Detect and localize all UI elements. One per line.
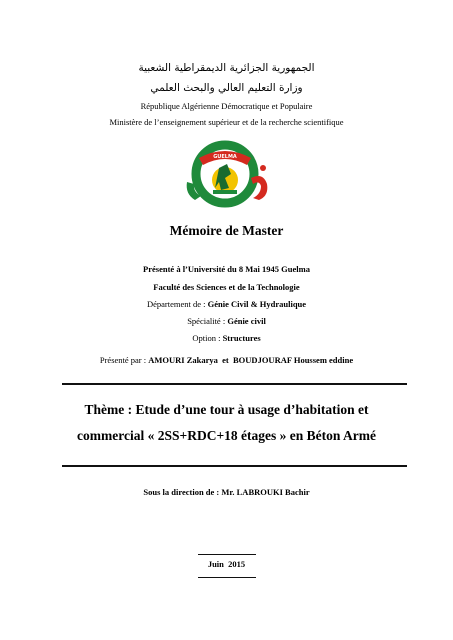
- speciality-label: Spécialité :: [187, 316, 228, 326]
- arabic-ministry-line: وزارة التعليم العالي والبحث العلمي: [150, 82, 303, 94]
- option-label: Option :: [192, 333, 223, 343]
- supervisor-line: Sous la direction de : Mr. LABROUKI Bachir: [143, 487, 310, 497]
- presented-by-line: [0, 355, 453, 365]
- date: Juin 2015: [207, 559, 246, 569]
- presented-by-label: Présenté par :: [99, 355, 149, 365]
- republic-line: République Algérienne Démocratique et Populaire: [140, 101, 313, 111]
- option-line: [0, 333, 453, 343]
- theme-line-2: commercial « 2SS+RDC+18 étages » en Béton Armé: [77, 428, 376, 443]
- option-value: Structures: [222, 333, 261, 343]
- university-logo: [181, 138, 276, 218]
- svg-text:GUELMA: GUELMA: [213, 154, 237, 160]
- ministry-line: Ministère de l’enseignement supérieur et de la recherche scientifique: [109, 117, 344, 127]
- department-value: Génie Civil & Hydraulique: [207, 299, 307, 309]
- top-rule: [62, 383, 407, 385]
- university-emblem-icon: [181, 138, 276, 218]
- arabic-republic-line: الجمهورية الجزائرية الديمقراطية الشعبية: [138, 62, 315, 74]
- speciality-line: [0, 316, 453, 326]
- faculty-line: Faculté des Sciences et de la Technologie: [153, 282, 300, 292]
- bottom-rule: [62, 465, 407, 467]
- authors: AMOURI Zakarya et BOUDJOURAF Houssem eddine: [148, 355, 354, 365]
- department-label: Département de :: [146, 299, 208, 309]
- department-line: [0, 299, 453, 309]
- theme-line-1: Thème : Etude d’une tour à usage d’habitation et: [84, 402, 369, 417]
- speciality-value: Génie civil: [227, 316, 266, 326]
- document-title: Mémoire de Master: [169, 223, 284, 238]
- university-line: Présenté à l’Université du 8 Mai 1945 Guelma: [143, 264, 310, 274]
